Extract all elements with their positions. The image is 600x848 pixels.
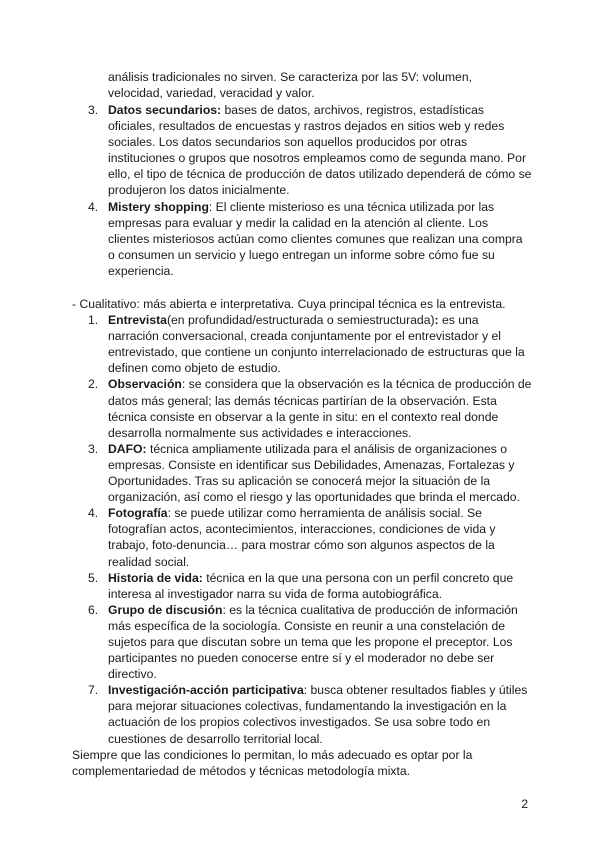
list-item-text: : es la técnica cualitativa de producción de información más específica de la sociología. Consiste en reunir a una constelación de sujetos para que discutan sobre un tema que les propone el preceptor. Los participantes no pueden conocerse entre sí y el moderador no debe ser directivo. (108, 602, 518, 682)
list-item-colon: : (434, 313, 439, 328)
list-item-term: Mistery shopping (108, 199, 209, 214)
list-item-number: 1. (88, 313, 99, 328)
list-item-text: : se puede utilizar como herramienta de análisis social. Se fotografían actos, acontecimientos, interacciones, condiciones de vida y trabajo, foto-denuncia… para mostrar cómo son algunos aspectos de la realidad social. (108, 506, 496, 569)
list-item-number: 6. (88, 602, 99, 617)
list-item-text: técnica ampliamente utilizada para el análisis de organizaciones o empresas. Consiste en identificar sus Debilidades, Amenazas, Fortalezas y Oportunidades. Tras su aplicación se conocerá mejor la situación de la organización, así como el riesgo y las oportunidades que brinda el mercado. (108, 441, 520, 505)
intro-continuation: análisis tradicionales no sirven. Se caracteriza por las 5V: volumen, velocidad, variedad, veracidad y valor. (108, 70, 472, 101)
list-item-observacion (72, 376, 532, 440)
list-item-number: 7. (88, 683, 99, 698)
list-item-term: DAFO: (108, 441, 147, 456)
list-item-number: 3. (88, 441, 99, 456)
list-item-text: : El cliente misterioso es una técnica utilizada por las empresas para evaluar y medir la calidad en la atención al cliente. Los clientes misteriosos actúan como clientes comunes que realizan una compra o consumen un servicio y luego entregan un informe sobre cómo fue su experiencia. (108, 199, 523, 278)
list-item-investigacion-accion (72, 682, 532, 746)
list-item-historia-de-vida (72, 570, 532, 602)
page-number: 2 (521, 797, 528, 811)
list-item-term: Investigación-acción participativa (108, 683, 304, 698)
list-item-text: bases de datos, archivos, registros, estadísticas oficiales, resultados de encuestas y rastros dejados en sitios web y redes sociales. Los datos secundarios son aquellos producidos por otras instituciones o grupos que nosotros empleamos como de segunda mano. Por ello, el tipo de técnica de producción de datos utilizado dependerá de cómo se produjeron los datos inicialmente. (108, 103, 532, 198)
list-item-number: 4. (88, 199, 99, 214)
list-item-dafo (72, 441, 532, 505)
list-item-term: Datos secundarios: (108, 103, 222, 117)
qualitative-section (72, 296, 532, 779)
list-item-text: : se considera que la observación es la técnica de producción de datos más general; las demás técnicas partirían de la observación. Esta técnica consiste en observar a la gente in situ: en el contexto real donde desarrolla normalmente sus actividades e interacciones. (108, 377, 532, 440)
list-item-number: 4. (88, 506, 99, 521)
list-item-qualifier: (en profundidad/estructurada o semiestructurada) (166, 313, 435, 328)
qualitative-list (72, 312, 532, 747)
quantitative-list-section (72, 102, 532, 279)
list-item-fotografia (72, 505, 532, 569)
conclusion-paragraph: Siempre que las condiciones lo permitan, lo más adecuado es optar por la complementariedad de métodos y técnicas metodología mixta. (72, 747, 473, 778)
list-item-text: es una narración conversacional, creada conjuntamente por el entrevistador y el entrevistado, que contiene un conjunto interrelacionado de estructuras que la definen como objeto de estudio. (108, 313, 525, 376)
list-item-entrevista (72, 312, 532, 376)
list-item-number: 3. (88, 103, 99, 117)
list-item-datos-secundarios (72, 102, 532, 199)
list-item-mistery-shopping (72, 199, 532, 279)
qualitative-heading: - Cualitativo: más abierta e interpretativa. Cuya principal técnica es la entrevista. (72, 297, 506, 311)
quantitative-list (72, 102, 532, 279)
list-item-number: 2. (88, 377, 99, 392)
list-item-text: : busca obtener resultados fiables y útiles para mejorar situaciones colectivas, fundamentando la investigación en la actuación de los propios colectivos investigados. Se usa sobre todo en cuestiones de desarrollo territorial local. (108, 683, 528, 746)
list-item-grupo-de-discusion (72, 602, 532, 682)
list-item-term: Grupo de discusión (108, 602, 223, 617)
list-item-term: Fotografía (108, 506, 168, 521)
list-item-number: 5. (88, 570, 99, 585)
list-item-text: técnica en la que una persona con un perfil concreto que interesa al investigador narra su vida de forma autobiográfica. (108, 570, 514, 601)
list-item-term: Observación (108, 377, 182, 392)
list-item-term: Entrevista (108, 313, 167, 328)
list-item-term: Historia de vida: (108, 570, 203, 585)
